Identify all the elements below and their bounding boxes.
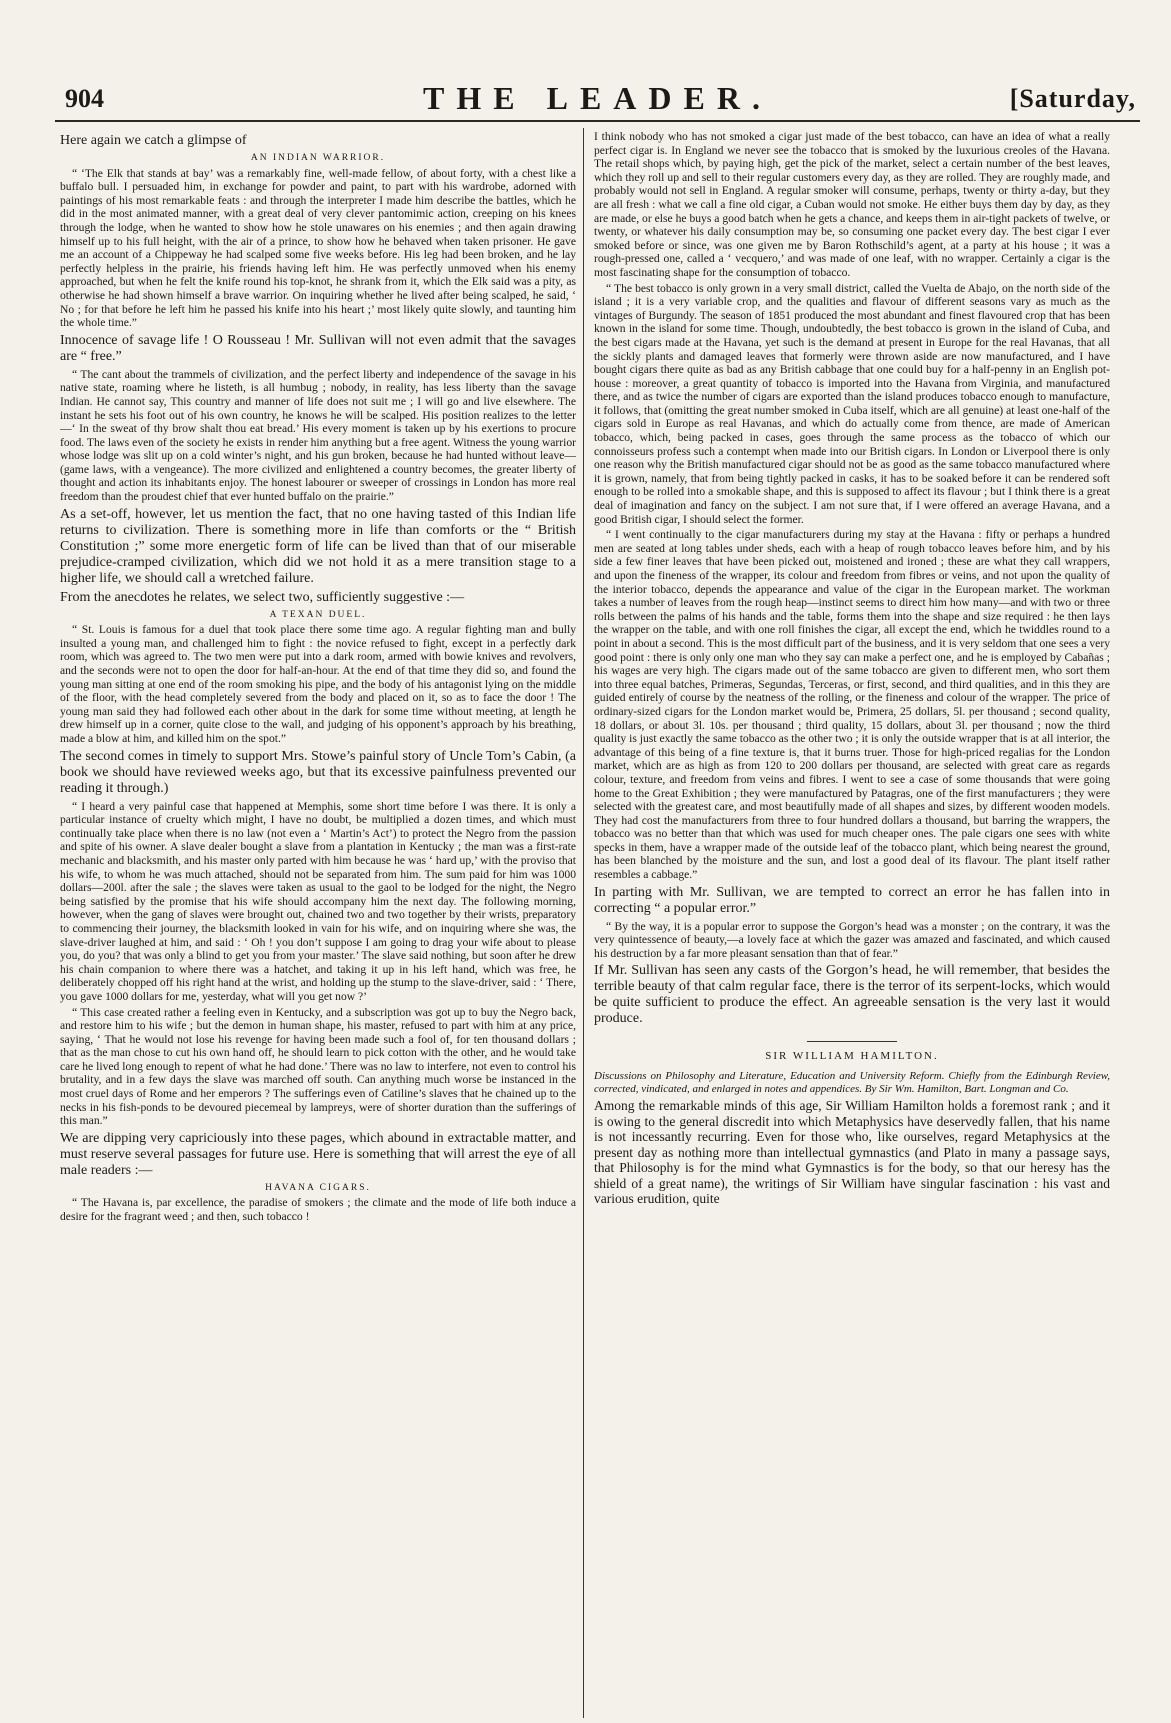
extract-heading: A TEXAN DUEL. xyxy=(269,609,367,620)
editorial-paragraph: Here again we catch a glimpse of xyxy=(60,133,247,148)
page-number: 904 xyxy=(65,84,104,113)
editorial-paragraph: We are dipping very capriciously into these pages, which abound in extractable matter, and must reserve several passages for future use. Here is something that will arrest the eye of all male readers :— xyxy=(60,1130,576,1178)
issue-day: [Saturday, xyxy=(1009,84,1136,113)
extract-heading: AN INDIAN WARRIOR. xyxy=(250,153,386,163)
quoted-extract: “ The best tobacco is only grown in a very small district, called the Vuelta de Abajo, on the north side of the island ; it is a very variable crop, and the qualities and flavour of different seasons vary as much as the vintages of Burgundy. The season of 1851 produced the most abundant and finest flavoured crop that has been known in the island for some time. Though, undoubtedly, the best tobacco is grown in the island of Cuba, and the best cigars made at the Havana, yet such is the demand at present in Europe for the real Havanas, that all the sickly plants and damaged leaves that formerly were thrown aside are now manufactured, and I have bought cigars there quite as bad as any British cabbage that one could buy for a half-penny in an English pot-house : moreover, a great quantity of tobacco is imported into the Havana from Virginia, and manufactured there, and as twice the number of cigars are exported than the island produces tobacco enough to manufacture, it follows, that (omitting the great number smoked in Cuba itself, which are all genuine) at least one-half of the cigars sold in Europe as real Havanas, and which do actually come from thence, are made of American tobacco, which, being packed in cases, goes through the same process as the tobacco of which our connoisseurs profess such a contempt when made into our British cigars. In London or Liverpool there is only one reason why the British manufactured cigar should not be as good as the same tobacco manufactured where it is grown, namely, that from being tightly packed in casks, it has to be soaked before it can be rendered soft enough to be rolled into a smokable shape, and this is supposed to affect its flavour ; but I think there is a great deal of imagination and fancy on the subject. I am not sure that, if I were offered an average Havana, and a good British cigar, I should select the former. xyxy=(594,281,1110,526)
review-book-title: Discussions on Philosophy and Literature, Education and University Reform. Chiefly from the Edinburgh Review, corrected, vindicated, and enlarged in notes and appendices. By Sir Wm. Hamilton, Bart. Longman and Co. xyxy=(594,1070,1110,1095)
right-column xyxy=(594,130,1110,1715)
editorial-paragraph: As a set-off, however, let us mention the fact, that no one having tasted of this Indian life returns to civilization. There is something more in life than comforts or the “ British Constitution ;” some more energetic form of life can be lived than that of our miserable prejudice-cramped civilization, which did we not hold it as a mere transition stage to a higher life, we should call a wretched failure. xyxy=(60,506,576,586)
quoted-extract: “ I went continually to the cigar manufacturers during my stay at the Havana : fifty or perhaps a hundred men are seated at long tables under sheds, each with a heap of rough tobacco leaves before him, and by his side a few finer leaves that have been picked out, moistened and ironed ; these are what they call wrappers, and upon the fineness of the wrapper, its colour and freedom from fibres or veins, and not upon the quality of the interior tobacco, depends the appearance and value of the cigar in the European market. The workman takes a number of leaves from the rough heap—instinct seems to direct him how many—and with two or three rolls between the palms of his hands and the table, forms them into the shape and size required : he then lays the wrapper on the table, and with one roll finishes the cigar, all except the end, which he twiddles round to a point in about a second. This is the most difficult part of the business, and it is very seldom that one sees a very good point : there is only only one man who they say can make a perfect one, and he is employed by Cabañas ; his wages are very high. The cigars made out of the same tobacco are given to different men, who sort them into three equal batches, Primeras, Segundas, Terceras, or first, second, and third qualities, and in this they are guided entirely of course by the neatness of the rolling, or the fineness and colour of the wrapper. The price of ordinary-sized cigars for the London market would be, Primera, 25 dollars, 5l. per thousand ; second quality, 18 dollars, or about 3l. 10s. per thousand ; third quality, 15 dollars, about 3l. per thousand ; now the third quality is just exactly the same tobacco as the other two ; it is only the outside wrapper that is at all interior, the advantage of this being of a fine texture is, that it burns truer. Those for high-priced regalias for the London market, which are as high as from 120 to 200 dollars per thousand, are selected with great care as regards colour, texture, and freedom from veins and fibres. I went to see a case of some thousands that were going home to the Great Exhibition ; they were manufactured by Patagras, one of the first manufacturers ; they were selected with the greatest care, and most beautifully made of all shapes and sizes, by different wooden models. They had cost the manufacturers from three to four hundred dollars a thousand, but barring the wrappers, the tobacco was no better than that which was used for much cheaper ones. The pale cigars one sees with white specks in them, have a wrapper made of the outside leaf of the tobacco plant, which being nearest the ground, has been blanched by the moisture and the sun, and lost a good deal of its flavour. The plant itself rather resembles a cabbage.” xyxy=(594,528,1110,882)
column-divider xyxy=(583,128,584,1718)
left-column xyxy=(60,130,576,1715)
section-rule xyxy=(807,1041,897,1042)
review-heading: SIR WILLIAM HAMILTON. xyxy=(765,1050,939,1063)
quoted-extract: “ ‘The Elk that stands at bay’ was a remarkably fine, well-made fellow, of about forty, with a chest like a buffalo bull. I persuaded him, in exchange for powder and paint, to part with his wardrobe, adorned with paintings of his most remarkable feats : and through the interpreter I made him describe the battles, which he did in the most animated manner, with a great deal of very clever pantomimic action, creeping on his knees through the lodge, when he wanted to show how he stole unawares on his enemies ; and then again drawing himself up to his full height, with the air of a prince, to show how he behaved when taken prisoner. He gave me an account of a Chippeway he had scalped some five weeks before. His leg had been broken, and he lay perfectly helpless in the prairie, his friends having left him. He was perfectly unmoved when his enemy approached, but when he felt the knife round his top-knot, he shrank from it, which the Elk said was a pity, as otherwise he had shown himself a brave warrior. On inquiring whether he lived after being scalped, he said, ‘ No ; for that before he left him he passed his knife into his heart ;’ most likely quite slowly, and taunting him the whole time.” xyxy=(60,166,576,330)
extract-heading: HAVANA CIGARS. xyxy=(265,1182,371,1193)
editorial-paragraph: Innocence of savage life ! O Rousseau ! Mr. Sullivan will not even admit that the savages are “ free.” xyxy=(60,332,576,364)
newspaper-title: THE LEADER. xyxy=(423,80,772,116)
editorial-paragraph: In parting with Mr. Sullivan, we are tempted to correct an error he has fallen into in correcting “ a popular error.” xyxy=(594,884,1110,916)
quoted-extract: I think nobody who has not smoked a cigar just made of the best tobacco, can have an idea of what a really perfect cigar is. In England we never see the tobacco that is smoked by the luxurious creoles of the Havana. The retail shops which, by paying high, get the pick of the market, select a certain number of the best leaves, which they roll up and sell to their regular customers every day, as they are rolled. They are roughly made, and probably would not sell in England. A regular smoker will consume, perhaps, twenty or thirty a-day, but they are all fresh : what we call a fine old cigar, a Cuban would not smoke. He either buys them day by day, as they are made, or else he buys a good batch when he gets a chance, and keeps them in air-tight packets of twelve, or twenty, or whatever his daily consumption may be, so consuming one packet every day. The best cigar I ever smoked before or since, was one given me by Baron Rothschild’s agent, at a party at his house ; it was a rough-pressed one, called a ‘ vecquero,’ and was made of one leaf, with no wrapper. Certainly a cigar is the most fascinating shape for the consumption of tobacco. xyxy=(594,130,1110,279)
quoted-extract: “ St. Louis is famous for a duel that took place there some time ago. A regular fighting man and bully insulted a young man, and challenged him to fight : the novice refused to fight, except in a perfectly dark room, which was agreed to. The two men were put into a dark room, armed with bowie knives and revolvers, and the seconds were not to open the door for half-an-hour. At the end of that time they did so, and found the young man sitting at one end of the room smoking his pipe, and the body of his antagonist lying on the middle of the floor, with the head completely severed from the body and placed on it, so as to face the door ! The young man said they had followed each other about in the dark for some time without meeting, at length he drew himself up in a corner, quite close to the wall, and judging of his opponent’s approach by his breathing, made a blow at him, and killed him on the spot.” xyxy=(60,623,576,745)
masthead xyxy=(55,72,1140,122)
quoted-extract: “ This case created rather a feeling even in Kentucky, and a subscription was got up to buy the Negro back, and restore him to his wife ; but the demon in human shape, his master, refused to part with him at any price, saying, ‘ That he would not lose his revenge for having been made such a fool of, for ten thousand dollars ; that as the man chose to cut his own hand off, he should learn to pick cotton with the other, and he would take care he lived long enough to repent of what he had done.’ There was no law to interfere, not even to control his brutality, and in a few days the slave was marched off south. Can anything much worse be instanced in the most cruel days of Rome and her emperors ? The sufferings even of Catiline’s slaves that he chained up to the necks in his fish-ponds to be devoured piecemeal by lampreys, were of shorter duration than the sufferings of this man.” xyxy=(60,1005,576,1128)
quoted-extract: “ By the way, it is a popular error to suppose the Gorgon’s head was a monster ; on the contrary, it was the very quintessence of beauty,—a lovely face at which the gazer was amazed and fascinated, and which caused his destruction by a far more pleasant sensation than that of fear.” xyxy=(594,919,1110,960)
quoted-extract: “ I heard a very painful case that happened at Memphis, some short time before I was there. It is only a particular instance of cruelty which might, I have no doubt, be multiplied a dozen times, and which must continually take place when there is no law (not even a ‘ Martin’s Act’) to protect the Negro from the passion and spite of his owner. A slave dealer bought a slave from a plantation in Kentucky ; the man was a first-rate mechanic and blacksmith, and his master only parted with him because he was ‘ hard up,’ with the proviso that his wife, to whom he was much attached, should not be separated from him. The sum paid for him was 1000 dollars—200l. after the sale ; the slaves were taken as usual to the gaol to be lodged for the night, the Negro being satisfied by the promise that his wife should accompany him the next day. The following morning, however, when the gang of slaves were brought out, chained two and two together by their wrists, preparatory to commencing their journey, the blacksmith looked in vain for his wife, and on inquiring where she was, the slave-driver laughed at him, and said : ‘ Oh ! you don’t suppose I am going to drag your wife about to please you, do you? that was only a blind to get you from your master.’ The slave said nothing, but soon after he drew his chain companion to where there was a hatchet, and taking it up in his left hand, which was free, he deliberately chopped off his right hand at the wrist, and holding up the stump to the slave-driver, said : ‘ There, you gave 1000 dollars for me, yesterday, what will you get now ?’ xyxy=(60,799,576,1003)
review-body: Among the remarkable minds of this age, Sir William Hamilton holds a foremost rank ; and it is owing to the general discredit into which Metaphysics have deservedly fallen, that his name is not incessantly recurring. Even for those who, like ourselves, regard Metaphysics at the present day as nothing more than intellectual gymnastics (and Plato in many a passage says, that Philosophy is for the mind what Gymnastics is for the body, so that our heresy has the shield of a great name), the writings of Sir William have singular fascination : his vast and various erudition, quite xyxy=(594,1098,1110,1207)
editorial-paragraph: If Mr. Sullivan has seen any casts of the Gorgon’s head, he will remember, that besides the terrible beauty of that calm regular face, there is the terror of its serpent-locks, which would be quite sufficient to produce the effect. An agreeable sensation is the very last it would produce. xyxy=(594,963,1110,1027)
quoted-extract: “ The Havana is, par excellence, the paradise of smokers ; the climate and the mode of life both induce a desire for the fragrant weed ; and then, such tobacco ! xyxy=(60,1196,576,1224)
editorial-paragraph: The second comes in timely to support Mrs. Stowe’s painful story of Uncle Tom’s Cabin, (a book we should have reviewed weeks ago, but that its excessive painfulness prevented our reading it through.) xyxy=(60,748,576,796)
quoted-extract: “ The cant about the trammels of civilization, and the perfect liberty and independence of the savage in his native state, roaming where he listeth, is all humbug ; nobody, in reality, has less liberty than the savage Indian. He cannot say, This country and manner of life does not suit me ; I will go and live elsewhere. The instant he sets his foot out of his own country, he knows he will be scalped. His position realizes to the letter—‘ In the sweat of thy brow shalt thou eat bread.’ His every moment is taken up by his exertions to procure food. The laws even of the society he exists in render him anything but a free agent. Witness the young warrior whose lodge was slit up on a cold winter’s night, and his gun broken, because he had hunted without leave—(game laws, with a vengeance). The more civilized and enlightened a country becomes, the greater liberty of thought and action its inhabitants enjoy. The honest labourer or sweeper of crossings in London has more real freedom than the proudest chief that ever hunted buffalo on the prairie.” xyxy=(60,367,576,504)
editorial-paragraph: From the anecdotes he relates, we select two, sufficiently suggestive :— xyxy=(60,589,465,605)
